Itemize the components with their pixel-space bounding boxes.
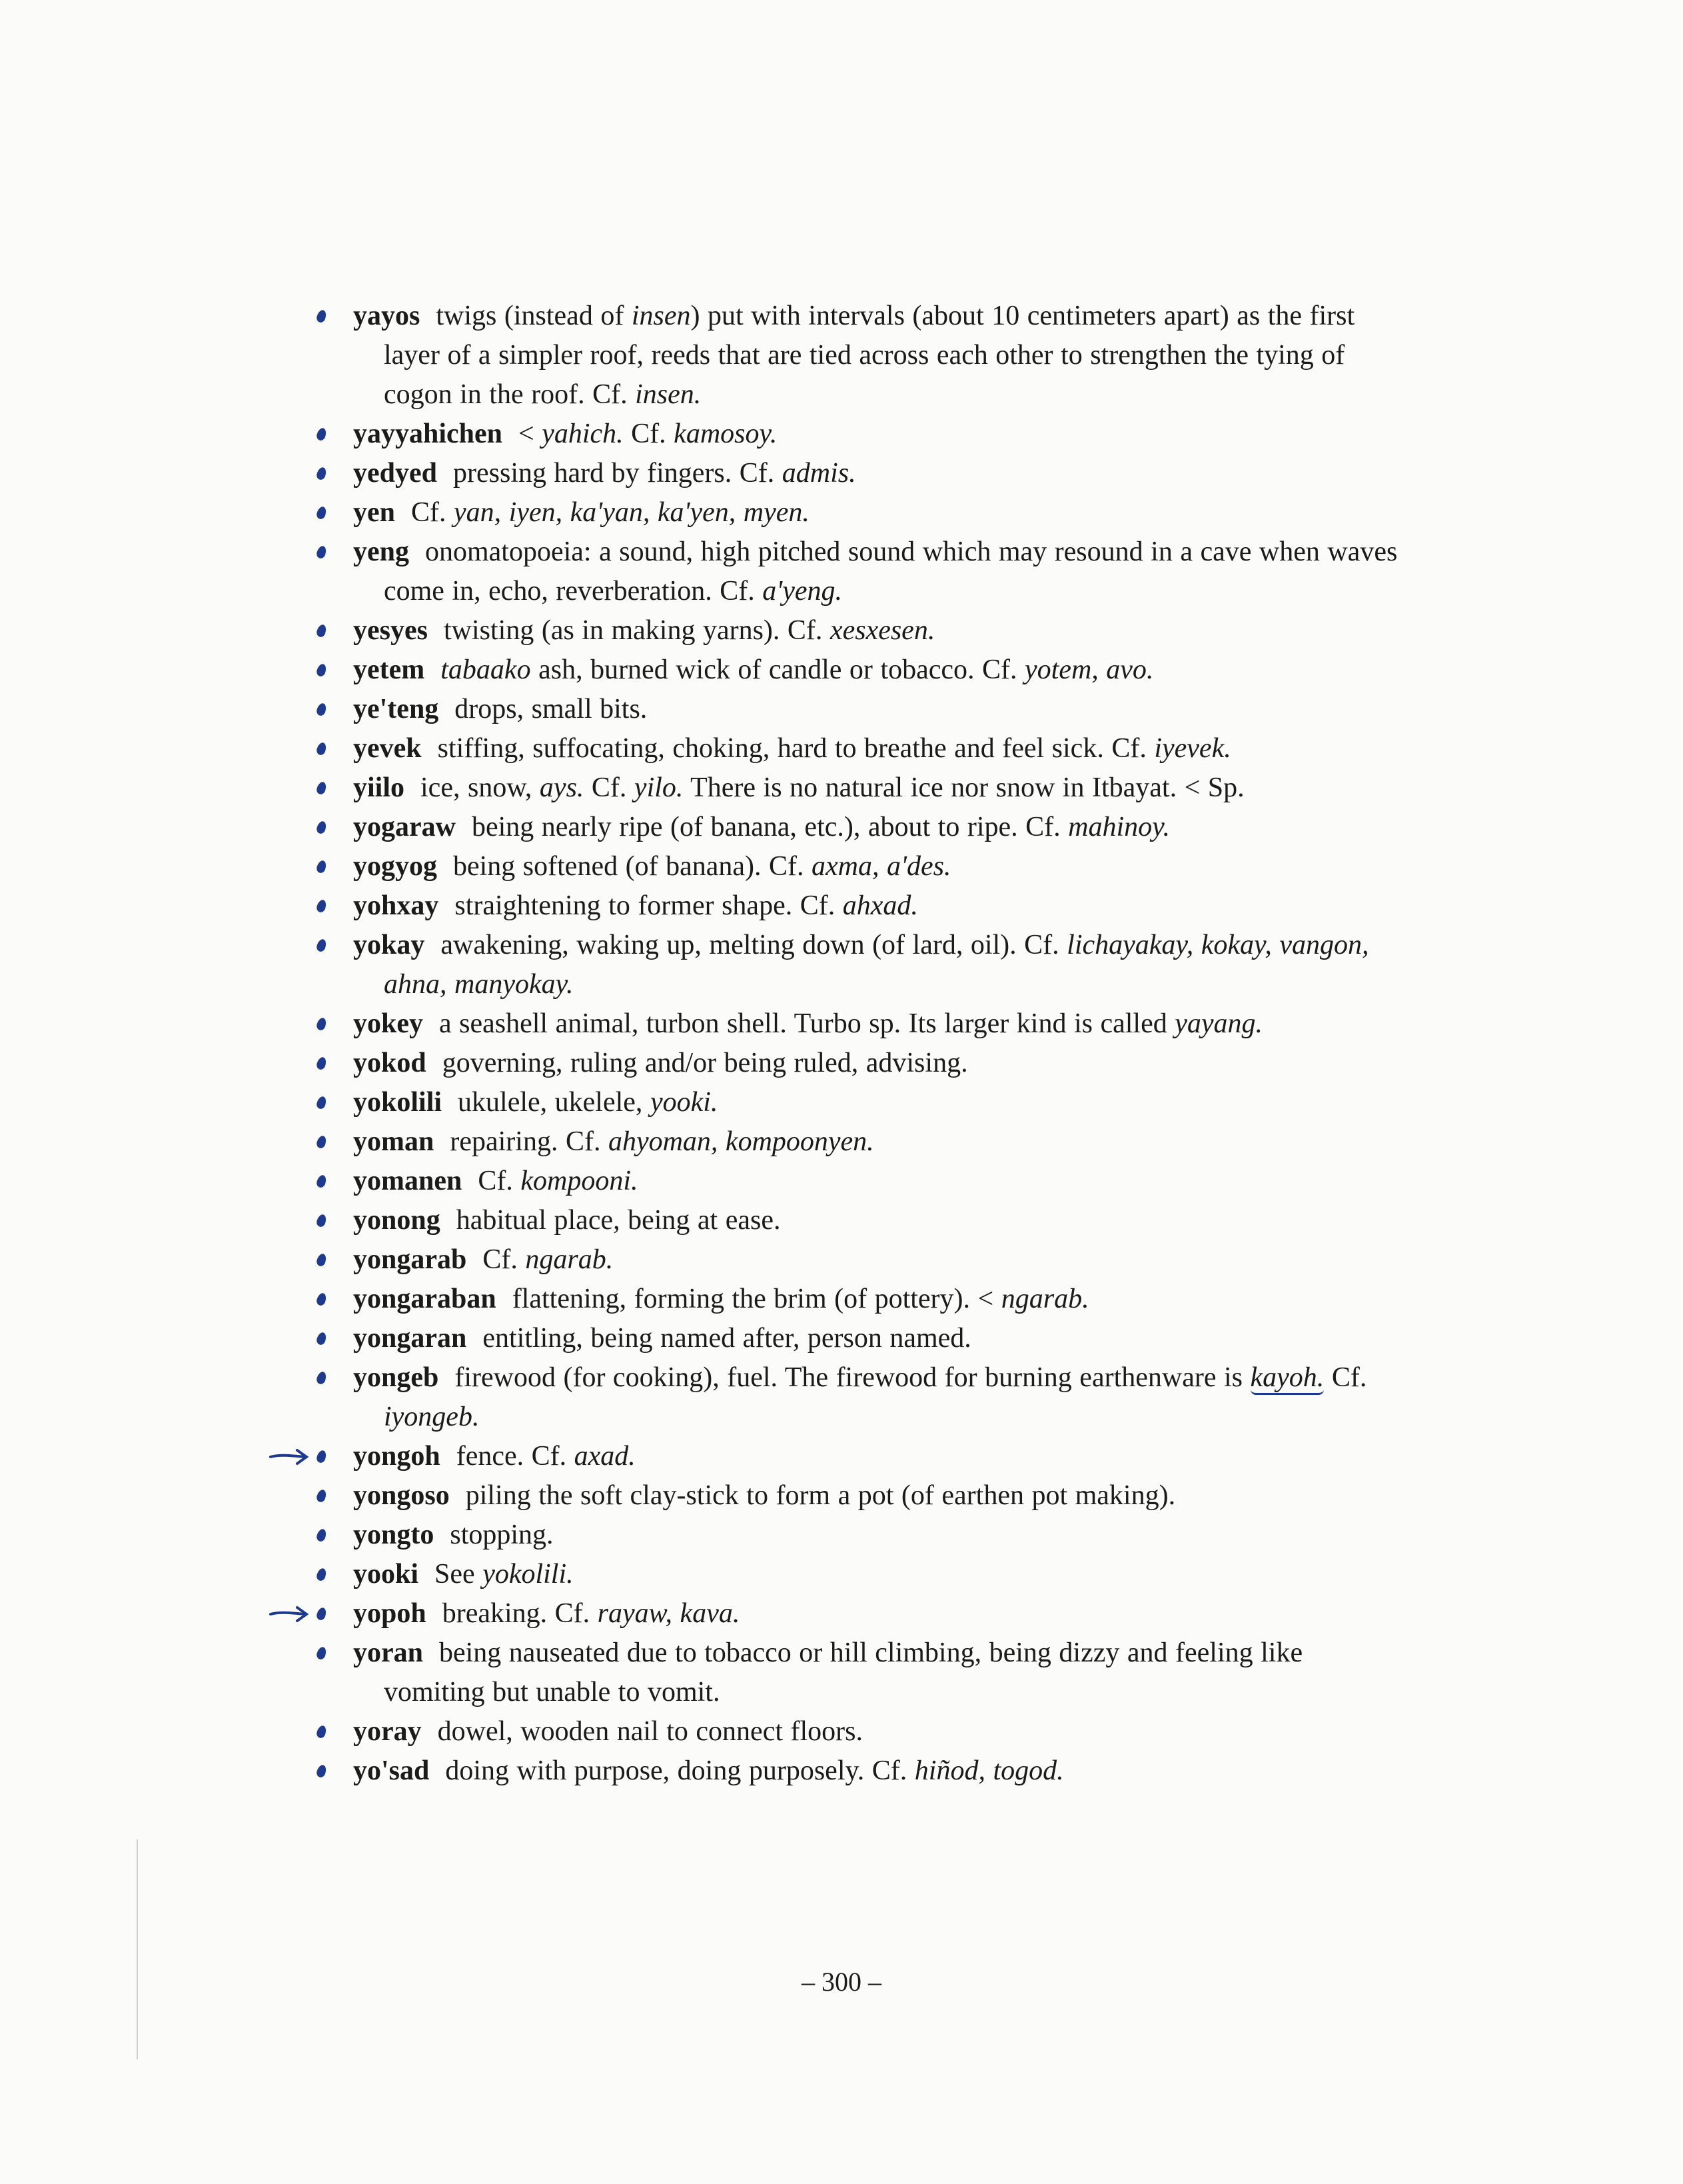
entry-definition-text: being nauseated due to tobacco or hill climbing, being dizzy and feeling like vomiting but unable to vomit. [384, 1638, 1303, 1707]
entry-headword: yongaraban [353, 1284, 496, 1314]
dictionary-entry [353, 1004, 1410, 1044]
dictionary-entry [353, 611, 1410, 650]
entry-headword: yogyog [353, 851, 437, 882]
ink-dot-mark [315, 1292, 327, 1306]
entry-italic-text: hiñod, togod. [914, 1755, 1064, 1786]
dictionary-entry [353, 650, 1410, 690]
ink-dot-mark [315, 466, 327, 481]
entry-definition-text: Cf. [482, 1244, 526, 1275]
entry-italic-text: yilo. [634, 772, 684, 803]
dictionary-entry [353, 1358, 1410, 1437]
entry-headword: yongeb [353, 1362, 439, 1393]
entry-italic-text: ahxad. [842, 890, 918, 921]
entry-italic-text: kompooni. [520, 1166, 638, 1196]
entry-definition-text: twisting (as in making yarns). Cf. [443, 615, 830, 646]
entry-italic-text: xesxesen. [830, 615, 935, 646]
ink-dot-mark [315, 859, 327, 874]
entry-italic-text: yokolili. [482, 1559, 574, 1590]
entry-definition-text: See [434, 1559, 483, 1590]
entry-definition-text: straightening to former shape. Cf. [454, 890, 843, 921]
entry-headword: yo'sad [353, 1755, 430, 1786]
entry-definition-text: entitling, being named after, person named. [482, 1323, 971, 1354]
entry-headword: yokey [353, 1008, 423, 1039]
entry-italic-text: kamosoy. [674, 419, 778, 449]
entry-italic-text: admis. [782, 458, 856, 489]
ink-dot-mark [315, 1724, 327, 1739]
entry-italic-text: insen. [635, 379, 702, 410]
entry-headword: yayos [353, 301, 420, 331]
entry-headword: yayyahichen [353, 419, 503, 449]
page-number: – 300 – [802, 1967, 881, 1997]
entry-headword: yoman [353, 1126, 434, 1157]
dictionary-entry [353, 768, 1410, 808]
entry-italic-text: iyongeb. [384, 1402, 480, 1432]
entry-headword: yokay [353, 930, 425, 960]
entry-italic-text: ngarab. [525, 1244, 614, 1275]
ink-dot-mark [315, 1567, 327, 1582]
ink-dot-mark [315, 1488, 327, 1503]
entry-definition-text: breaking. Cf. [442, 1598, 598, 1629]
entry-definition-text: firewood (for cooking), fuel. The firewood for burning earthenware is [454, 1362, 1251, 1393]
entry-headword: yogaraw [353, 812, 456, 842]
dictionary-entry [353, 533, 1410, 611]
dictionary-entry [353, 297, 1410, 415]
entry-definition-text: being softened (of banana). Cf. [453, 851, 812, 882]
entry-definition-text: doing with purpose, doing purposely. Cf. [445, 1755, 915, 1786]
ink-dot-mark [315, 623, 327, 638]
entry-italic-text: ngarab. [1001, 1284, 1089, 1314]
dictionary-entry [353, 1516, 1410, 1555]
dictionary-entry [353, 493, 1410, 533]
entry-definition-text: stiffing, suffocating, choking, hard to breathe and feel sick. Cf. [437, 733, 1155, 764]
entry-italic-text: a'yeng. [762, 576, 843, 606]
entry-italic-text: insen [631, 301, 691, 331]
entry-definition-text: fence. Cf. [456, 1441, 574, 1472]
entry-italic-text: yan, iyen, ka'yan, ka'yen, myen. [454, 497, 810, 528]
dictionary-entry [353, 454, 1410, 493]
ink-dot-mark [315, 662, 327, 677]
dictionary-entry [353, 690, 1410, 729]
handwritten-arrow-icon [268, 1441, 314, 1468]
entry-italic-text: ahyoman, kompoonyen. [608, 1126, 874, 1157]
entry-definition-text: < [518, 419, 542, 449]
entry-definition-text: ash, burned wick of candle or tobacco. Cf. [530, 654, 1025, 685]
entry-headword: ye'teng [353, 694, 439, 724]
dictionary-entries [0, 297, 1683, 1791]
entry-headword: yeng [353, 537, 409, 567]
dictionary-entry [353, 1162, 1410, 1201]
entry-definition-text: dowel, wooden nail to connect floors. [437, 1716, 863, 1747]
dictionary-entry [353, 886, 1410, 926]
entry-headword: yokolili [353, 1087, 442, 1118]
dictionary-entry [353, 1437, 1410, 1476]
ink-dot-mark [315, 898, 327, 913]
entry-definition-text: piling the soft clay-stick to form a pot (of earthen pot making). [465, 1480, 1176, 1511]
ink-dot-mark [315, 1213, 327, 1228]
entry-italic-text: yotem, avo. [1025, 654, 1154, 685]
ink-dot-mark [315, 1252, 327, 1267]
entry-headword: yomanen [353, 1166, 462, 1196]
entry-definition-text: drops, small bits. [454, 694, 648, 724]
entry-headword: yongoh [353, 1441, 440, 1472]
ink-dot-mark [315, 1449, 327, 1464]
dictionary-entry [353, 1280, 1410, 1319]
ink-dot-mark [315, 1645, 327, 1660]
entry-italic-text: axad. [574, 1441, 636, 1472]
dictionary-entry [353, 1083, 1410, 1122]
entry-definition-text: ukulele, ukelele, [458, 1087, 650, 1118]
entry-italic-text: yooki. [650, 1087, 718, 1118]
dictionary-entry [353, 1751, 1410, 1791]
ink-dot-mark [315, 702, 327, 716]
entry-headword: yooki [353, 1559, 419, 1590]
ink-dot-mark [315, 1134, 327, 1149]
dictionary-entry [353, 808, 1410, 847]
entry-definition-text: Cf. [411, 497, 454, 528]
ink-dot-mark [315, 1095, 327, 1110]
entry-definition-text: being nearly ripe (of banana, etc.), about to ripe. Cf. [471, 812, 1069, 842]
dictionary-entry [353, 729, 1410, 768]
ink-dot-mark [315, 309, 327, 323]
entry-headword: yoray [353, 1716, 422, 1747]
entry-headword: yiilo [353, 772, 405, 803]
entry-definition-text: awakening, waking up, melting down (of lard, oil). Cf. [440, 930, 1067, 960]
ink-dot-mark [315, 1016, 327, 1031]
entry-headword: yopoh [353, 1598, 426, 1629]
dictionary-entry [353, 926, 1410, 1004]
ink-dot-mark [315, 938, 327, 952]
ink-dot-mark [315, 1528, 327, 1542]
entry-definition-text: Cf. [478, 1166, 521, 1196]
entry-italic-text: rayaw, kava. [597, 1598, 740, 1629]
entry-italic-text: axma, a'des. [811, 851, 951, 882]
dictionary-entry [353, 1122, 1410, 1162]
entry-headword: yonong [353, 1205, 440, 1236]
ink-dot-mark [315, 505, 327, 520]
entry-definition-text: habitual place, being at ease. [456, 1205, 781, 1236]
entry-italic-text: mahinoy. [1068, 812, 1170, 842]
ink-dot-mark [315, 1370, 327, 1385]
entry-definition-text: pressing hard by fingers. Cf. [453, 458, 782, 489]
dictionary-entry [353, 1201, 1410, 1240]
ink-dot-mark [315, 741, 327, 756]
dictionary-entry [353, 1712, 1410, 1751]
entry-italic-text: ays. [539, 772, 584, 803]
dictionary-entry [353, 847, 1410, 886]
ink-dot-mark [315, 1606, 327, 1621]
entry-headword: yongaran [353, 1323, 467, 1354]
entry-headword: yongto [353, 1520, 434, 1550]
entry-italic-text: iyevek. [1154, 733, 1231, 764]
dictionary-entry [353, 1634, 1410, 1712]
dictionary-entry [353, 1555, 1410, 1594]
entry-definition-text: ) put with intervals (about 10 centimeters apart) as the first layer of a simpler roof, reeds that are tied across each other to strengthen the tying of cogon in the roof. Cf. [384, 301, 1355, 410]
dictionary-entry [353, 1240, 1410, 1280]
entry-headword: yesyes [353, 615, 428, 646]
ink-dot-mark [315, 1056, 327, 1070]
entry-definition-text: ice, snow, [420, 772, 540, 803]
entry-definition-text: stopping. [450, 1520, 554, 1550]
entry-headword: yohxay [353, 890, 439, 921]
margin-speck [137, 1839, 138, 2059]
ink-dot-mark [315, 1174, 327, 1188]
entry-definition-text: twigs (instead of [436, 301, 632, 331]
entry-definition-text: governing, ruling and/or being ruled, advising. [442, 1048, 968, 1078]
entry-headword: yevek [353, 733, 422, 764]
dictionary-entry [353, 1476, 1410, 1516]
ink-dot-mark [315, 1763, 327, 1778]
entry-italic-text: lichayakay, kokay, vangon, ahna, manyokay. [384, 930, 1369, 1000]
entry-definition-text: Cf. [1324, 1362, 1367, 1393]
entry-definition-text: Cf. [584, 772, 634, 803]
dictionary-entry [353, 1594, 1410, 1634]
entry-italic-text: kayoh. [1251, 1362, 1325, 1395]
entry-headword: yongoso [353, 1480, 450, 1511]
ink-dot-mark [315, 820, 327, 834]
entry-headword: yen [353, 497, 395, 528]
ink-dot-mark [315, 545, 327, 559]
ink-dot-mark [315, 427, 327, 441]
dictionary-entry [353, 1319, 1410, 1358]
entry-definition-text: There is no natural ice nor snow in Itbayat. < Sp. [683, 772, 1245, 803]
entry-headword: yokod [353, 1048, 426, 1078]
entry-headword: yoran [353, 1638, 423, 1668]
entry-definition-text: flattening, forming the brim (of pottery). < [512, 1284, 1001, 1314]
entry-headword: yetem [353, 654, 425, 685]
entry-italic-text: yayang. [1175, 1008, 1263, 1039]
entry-headword: yedyed [353, 458, 437, 489]
ink-dot-mark [315, 780, 327, 795]
entry-definition-text: Cf. [623, 419, 674, 449]
handwritten-arrow-icon [268, 1598, 314, 1625]
entry-definition-text: a seashell animal, turbon shell. Turbo sp. Its larger kind is called [439, 1008, 1175, 1039]
ink-dot-mark [315, 1331, 327, 1346]
dictionary-entry [353, 415, 1410, 454]
entry-italic-text: yahich. [542, 419, 624, 449]
dictionary-entry [353, 1044, 1410, 1083]
entry-definition-text: onomatopoeia: a sound, high pitched sound which may resound in a cave when waves come in, echo, reverberation. Cf. [384, 537, 1398, 606]
entry-headword: yongarab [353, 1244, 467, 1275]
entry-definition-text: repairing. Cf. [450, 1126, 608, 1157]
entry-italic-text: tabaako [440, 654, 531, 685]
